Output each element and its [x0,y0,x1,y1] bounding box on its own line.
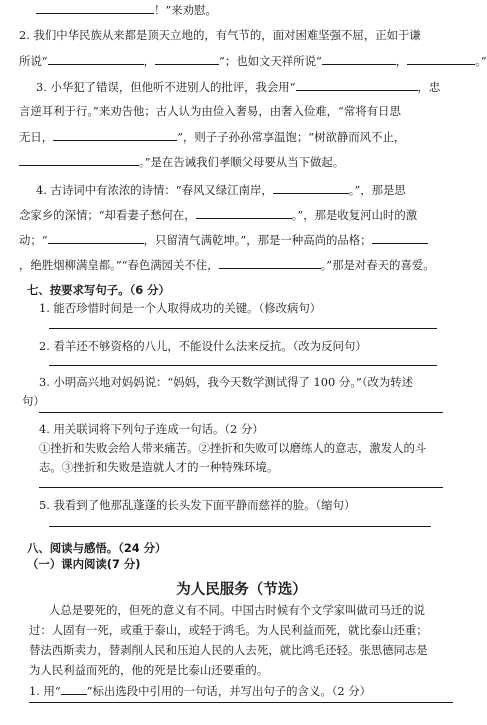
answer-blank[interactable] [296,79,418,91]
section-8-sub-1: （一）课内阅读(7 分) [27,557,141,571]
q6-item-4-line-1: 4. 古诗词中有浓浓的诗情：“春风又绿江南岸， 。”，那是思 [36,183,406,197]
passage-title: 为人民服务（节选） [176,582,307,598]
sec7-item-3-line-2: 句） [22,394,45,408]
sec7-item-4-line-3: 志。③挫折和失败是造就人才的一种特殊环境。 [39,460,279,474]
answer-blank[interactable] [372,232,428,244]
q6-line-0: ！”来劝慰。 [0,2,483,17]
passage-line-4: 为人民利益而死的，他的死是比泰山还要重的。 [29,663,269,677]
q6-item-3-line-2: 言逆耳利于行。”来劝告他；古人认为由俭入奢易，由奢入俭难，“常将有日思 [19,104,401,118]
sec7-item-1: 1. 能否珍惜时间是一个人取得成功的关键。（修改病句） [39,301,322,315]
answer-line[interactable] [39,412,443,413]
answer-blank[interactable] [48,232,144,244]
answer-line[interactable] [49,526,431,527]
answer-line[interactable] [39,487,443,488]
sec7-item-2: 2. 看羊还不够资格的八儿，不能设什么法来反抗。（改为反问句） [39,339,367,353]
answer-blank[interactable] [19,154,139,166]
section-7-heading: 七、按要求写句子。（6 分） [27,283,170,297]
answer-blank[interactable] [196,207,292,219]
answer-line[interactable] [49,365,437,366]
q6-item-2-line-1: 2. 我们中华民族从来都是顶天立地的，有气节的，面对困难坚强不屈，正如于谦 [19,28,421,42]
reading-question-1: 1. 用“ ”标出选段中引用的一句话，并写出句子的含义。（2 分） [29,684,372,698]
q6-item-4-line-2: 念家乡的深情；“却看妻子愁何在， 。”，那是收复河山时的激 [19,208,418,222]
sec7-item-4-line-2: ①挫折和失败会给人带来痛苦。②挫折和失败可以磨练人的意志，激发人的斗 [39,441,427,455]
answer-blank[interactable] [36,2,154,14]
q6-item-4-line-3: 动；“ ，只留清气满乾坤。”，那是一种高尚的品格； [0,232,483,247]
q6-item-3-line-1: 3. 小华犯了错误，但他听不进别人的批评，我会用“ ，忠 [36,80,441,94]
answer-blank[interactable] [322,53,396,65]
q6-item-2-line-2: 所说“ ， ”；也如文天祥所说“ ， 。” [19,54,487,68]
passage-line-3: 替法西斯卖力，替剥削人民和压迫人民的人去死，就比鸿毛还轻。张思德同志是 [29,643,428,657]
sec7-item-4-line-1: 4. 用关联词将下列句子连成一句话。（2 分） [39,422,264,436]
answer-blank[interactable] [155,53,219,65]
answer-blank[interactable] [273,182,349,194]
passage-line-2: 过：人固有一死，或重于泰山，或轻于鸿毛。为人民利益而死，就比泰山还重； [29,623,428,637]
answer-line[interactable] [49,328,437,329]
q6-item-3-line-3: 无日， ”，则子子孙孙常享温饱；“树欲静而风不止， [19,130,406,144]
section-8-heading: 八、阅读与感悟。（24 分） [27,541,167,555]
sec7-item-3-line-1: 3. 小明高兴地对妈妈说：“妈妈，我今天数学测试得了 100 分。”（改为转述 [39,375,414,389]
answer-blank[interactable] [407,53,475,65]
marker-blank [61,683,87,695]
passage-line-1: 人总是要死的，但死的意义有不同。中国古时候有个文学家叫做司马迁的说 [49,603,425,617]
q6-item-4-line-4: ，绝胜烟柳满皇都。”“春色满园关不住， 。”那是对春天的喜爱。 [19,258,435,272]
answer-line[interactable] [29,702,453,703]
answer-blank[interactable] [219,257,321,269]
sec7-item-5: 5. 我看到了他那乱蓬蓬的长头发下面平静而慈祥的脸。（缩句） [39,498,356,512]
q6-item-3-line-4: 。”是在告诫我们孝顺父母要从当下做起。 [0,154,483,169]
answer-blank[interactable] [53,129,177,141]
answer-blank[interactable] [48,53,144,65]
